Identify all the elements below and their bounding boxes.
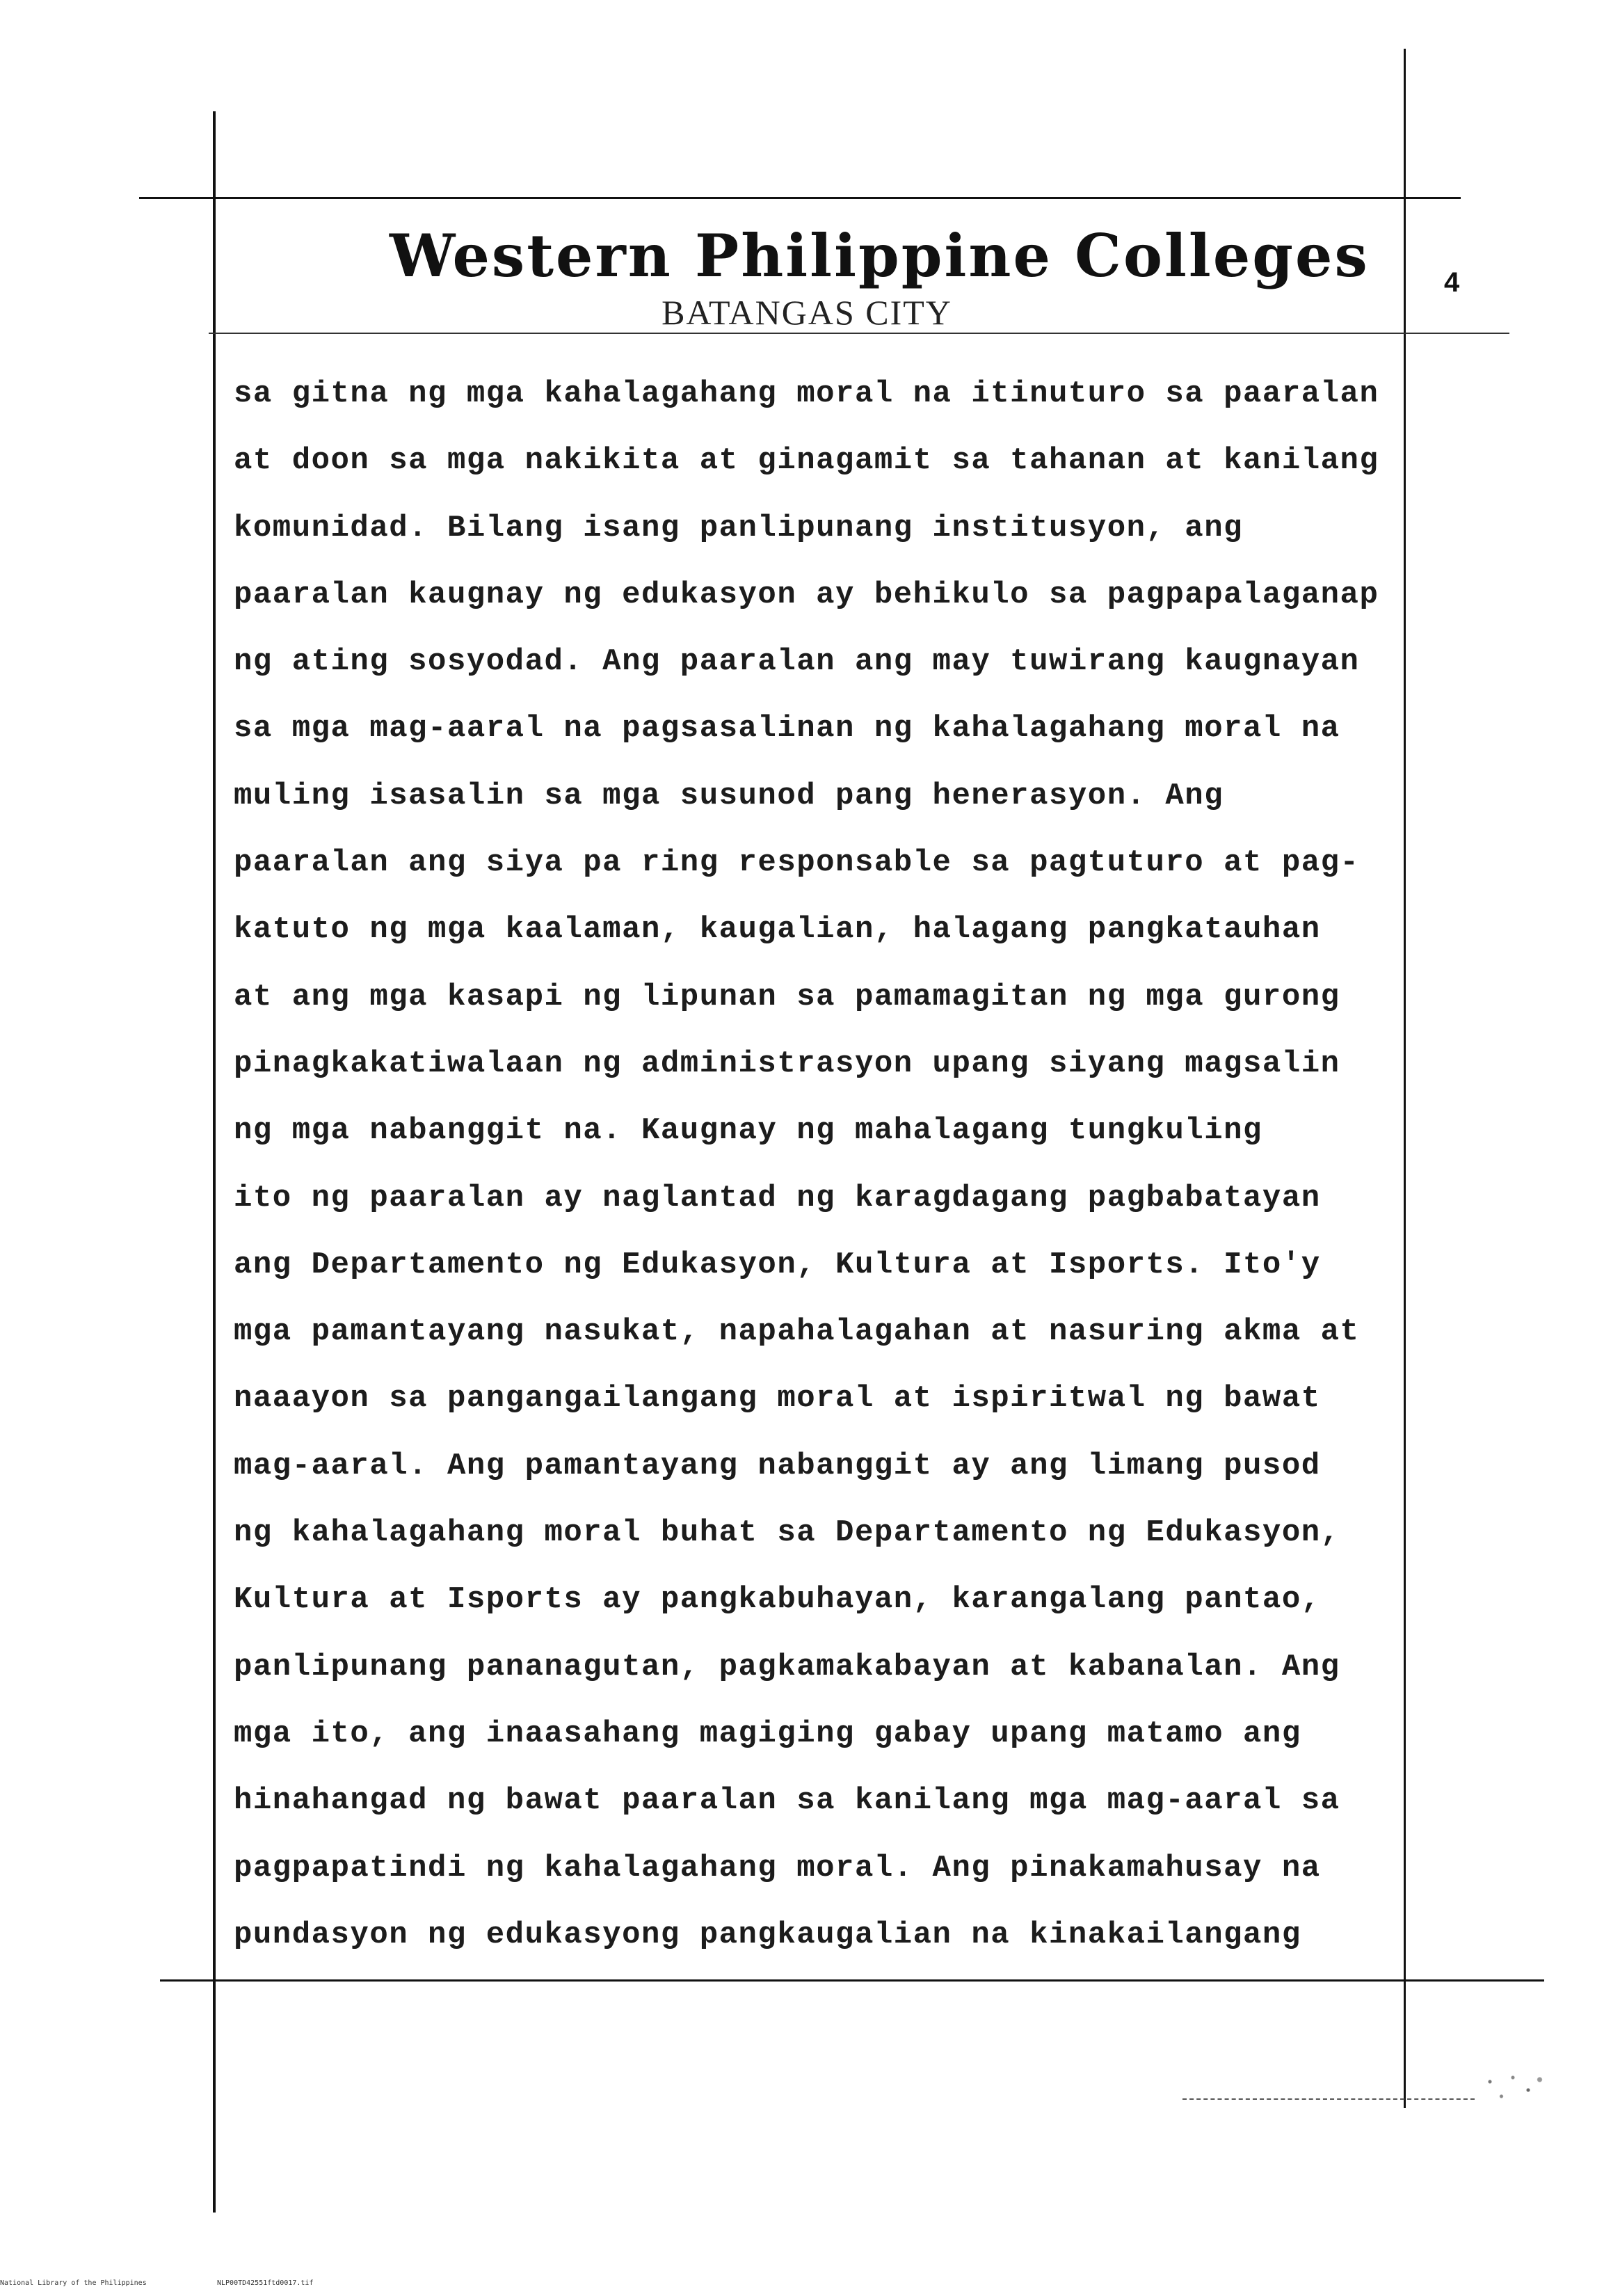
page-number: 4 [1444,267,1460,298]
text-line: ng kahalagahang moral buhat sa Departamento ng Edukasyon, [234,1515,1340,1551]
body-text [234,360,1409,1968]
text-line: ng ating sosyodad. Ang paaralan ang may tuwirang kaugnayan [234,644,1360,680]
text-line: paaralan kaugnay ng edukasyon ay behikulo sa pagpapalaganap [234,577,1379,612]
bottom-dashed-rule [1182,2098,1475,2100]
institution-location: BATANGAS CITY [661,293,952,332]
text-line: ito ng paaralan ay naglantad ng karagdagang pagbabatayan [234,1180,1321,1215]
footer-rule [160,1979,1544,1982]
text-line: hinahangad ng bawat paaralan sa kanilang mga mag-aaral sa [234,1783,1340,1819]
text-line: pundasyon ng edukasyong pangkaugalian na kinakailangang [234,1917,1301,1952]
text-line: at doon sa mga nakikita at ginagamit sa tahanan at kanilang [234,443,1379,479]
text-line: paaralan ang siya pa ring responsable sa pagtuturo at pag- [234,845,1360,881]
text-line: mag-aaral. Ang pamantayang nabanggit ay ang limang pusod [234,1448,1321,1483]
text-line: sa mga mag-aaral na pagsasalinan ng kahalagahang moral na [234,711,1340,747]
text-line: Kultura at Isports ay pangkabuhayan, karangalang pantao, [234,1582,1321,1618]
text-line: mga ito, ang inaasahang magiging gabay upang matamo ang [234,1716,1301,1751]
text-line: sa gitna ng mga kahalagahang moral na itinuturo sa paaralan [234,376,1379,411]
scan-filename: NLP00TD42551ftd0017.tif [217,2279,314,2287]
left-margin-rule [213,111,216,2213]
text-line: ang Departamento ng Edukasyon, Kultura at Isports. Ito'y [234,1247,1321,1282]
scan-speckle [1475,2065,1551,2107]
text-line: pagpapatindi ng kahalagahang moral. Ang pinakamahusay na [234,1850,1321,1886]
library-credit: National Library of the Philippines [0,2279,147,2287]
text-line: naaayon sa pangangailangang moral at ispiritwal ng bawat [234,1381,1321,1417]
header-bottom-rule [209,333,1509,334]
text-line: ng mga nabanggit na. Kaugnay ng mahalagang tungkuling [234,1113,1262,1149]
text-line: panlipunang pananagutan, pagkamakabayan at kabanalan. Ang [234,1649,1340,1684]
text-line: pinagkakatiwalaan ng administrasyon upang siyang magsalin [234,1046,1340,1081]
text-line: komunidad. Bilang isang panlipunang institusyon, ang [234,510,1244,545]
text-line: mga pamantayang nasukat, napahalagahan at nasuring akma at [234,1314,1360,1350]
text-line: at ang mga kasapi ng lipunan sa pamamagitan ng mga gurong [234,979,1340,1014]
text-line: katuto ng mga kaalaman, kaugalian, halagang pangkatauhan [234,912,1321,948]
header-top-rule [139,197,1461,199]
institution-title: Western Philippine Colleges [390,221,1370,290]
text-line: muling isasalin sa mga susunod pang henerasyon. Ang [234,778,1224,813]
